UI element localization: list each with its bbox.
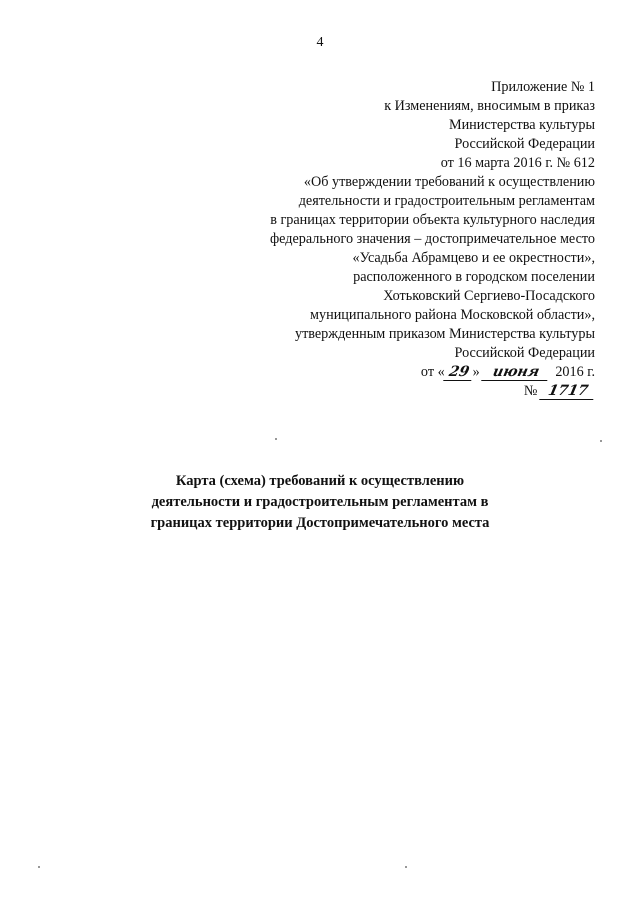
order-date-line [175,363,595,382]
page-number: 4 [316,35,324,50]
appendix-line: федерального значения – достопримечательное место [269,231,595,247]
appendix-line: в границах территории объекта культурного наследия [270,212,595,228]
document-title [0,471,640,534]
date-mid: » [472,364,480,380]
scan-speck [405,866,407,868]
number-prefix: № [523,383,538,399]
handwritten-day: 29 [443,364,475,381]
appendix-line: от 16 марта 2016 г. № 612 [440,155,595,171]
appendix-line: муниципального района Московской области», [310,307,595,323]
order-number-line [175,382,595,401]
appendix-line: «Усадьба Абрамцево и ее окрестности», [352,250,595,266]
scan-speck [38,866,40,868]
appendix-line: Приложение № 1 [491,79,595,95]
appendix-line: Министерства культуры [448,117,595,133]
handwritten-number: 1717 [539,383,597,400]
scan-speck [275,438,277,440]
appendix-header [175,78,595,401]
appendix-line: Российской Федерации [454,345,595,361]
appendix-line: к Изменениям, вносимым в приказ [384,98,595,114]
appendix-line: «Об утверждении требований к осуществлению [303,174,595,190]
title-line: границах территории Достопримечательного места [150,515,490,531]
appendix-line: деятельности и градостроительным регламентам [298,193,595,209]
scan-speck [600,440,602,442]
appendix-line: расположенного в городском поселении [353,269,595,285]
date-year: 2016 г. [555,364,595,380]
appendix-line: Хотьковский Сергиево-Посадского [383,288,595,304]
title-line: деятельности и градостроительным регламентам в [151,494,489,510]
handwritten-month: июня [482,364,552,381]
date-prefix: от « [420,364,445,380]
appendix-line: утвержденным приказом Министерства культуры [294,326,595,342]
title-line: Карта (схема) требований к осуществлению [175,473,465,489]
appendix-line: Российской Федерации [454,136,595,152]
